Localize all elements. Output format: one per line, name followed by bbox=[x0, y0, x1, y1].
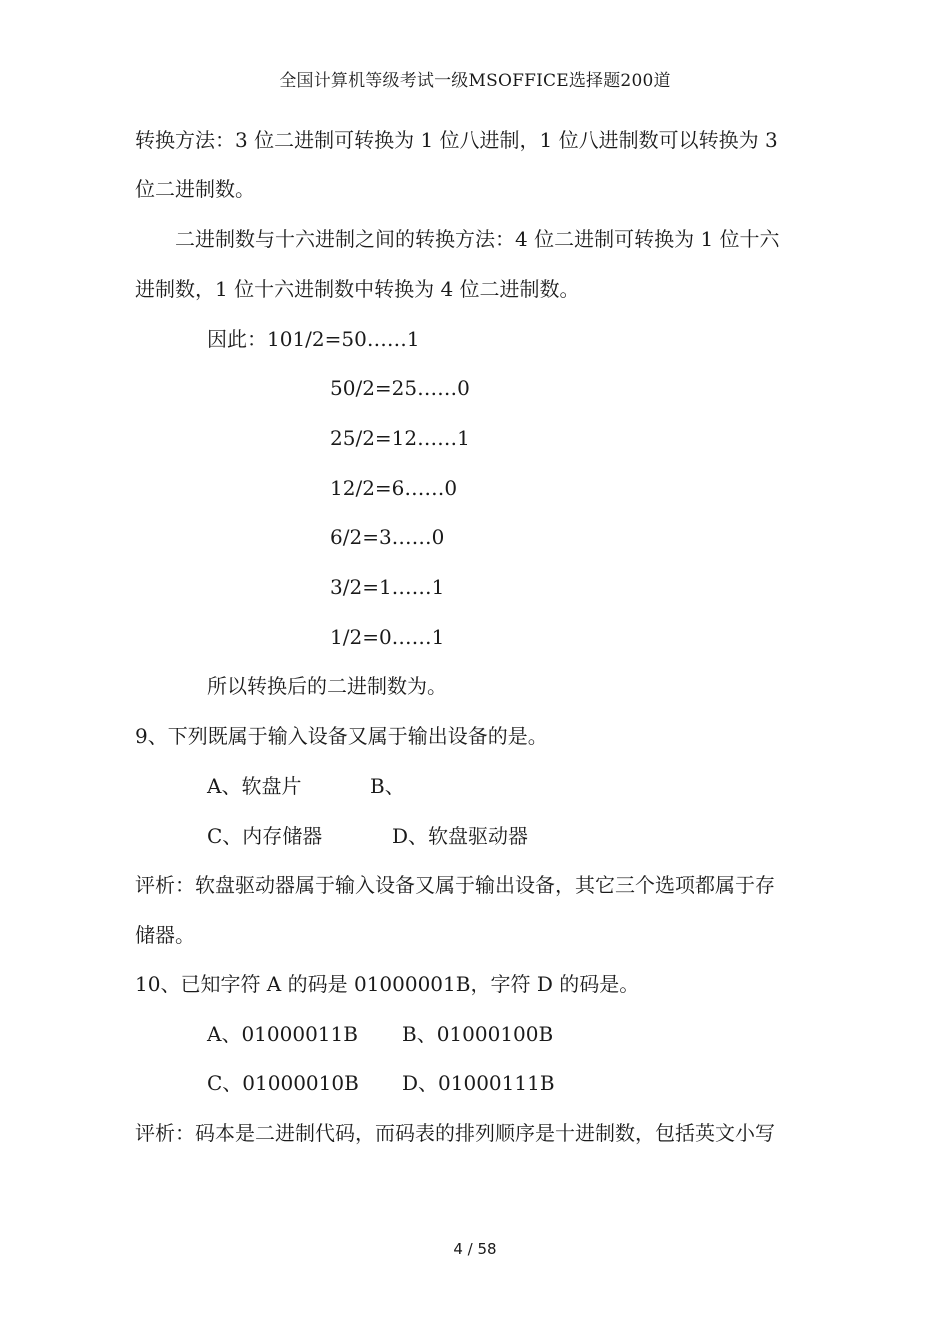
question-9-text: 9、下列既属于输入设备又属于输出设备的是。 bbox=[135, 724, 548, 748]
q9-option-c: C、内存储器 bbox=[207, 824, 323, 848]
calc-step: 1/2=0……1 bbox=[330, 625, 445, 649]
q10-analysis-line: 评析：码本是二进制代码，而码表的排列顺序是十进制数，包括英文小写 bbox=[135, 1121, 775, 1145]
body-text-line: 进制数，1 位十六进制数中转换为 4 位二进制数。 bbox=[135, 277, 580, 301]
q9-analysis-line: 评析：软盘驱动器属于输入设备又属于输出设备，其它三个选项都属于存 bbox=[135, 873, 775, 897]
page-number: 4 / 58 bbox=[453, 1240, 497, 1258]
calc-step: 12/2=6……0 bbox=[330, 476, 458, 500]
q9-option-d: D、软盘驱动器 bbox=[392, 824, 529, 848]
calc-step: 6/2=3……0 bbox=[330, 525, 445, 549]
page-header-title: 全国计算机等级考试一级MSOFFICE选择题200道 bbox=[279, 71, 671, 91]
q9-analysis-line: 储器。 bbox=[135, 923, 195, 947]
question-10-text: 10、已知字符 A 的码是 01000001B，字符 D 的码是。 bbox=[135, 972, 640, 996]
q9-option-a: A、软盘片 bbox=[207, 774, 302, 798]
q10-option-c: C、01000010B bbox=[207, 1071, 359, 1095]
q10-option-b: B、01000100B bbox=[402, 1022, 554, 1046]
calc-step: 因此：101/2=50……1 bbox=[207, 327, 420, 351]
calc-step: 25/2=12……1 bbox=[330, 426, 470, 450]
calc-step: 50/2=25……0 bbox=[330, 376, 470, 400]
conclusion-text: 所以转换后的二进制数为。 bbox=[207, 674, 447, 698]
q10-option-a: A、01000011B bbox=[207, 1022, 358, 1046]
body-text-line: 转换方法：3 位二进制可转换为 1 位八进制，1 位八进制数可以转换为 3 bbox=[135, 128, 778, 152]
calc-step: 3/2=1……1 bbox=[330, 575, 445, 599]
q10-option-d: D、01000111B bbox=[402, 1071, 555, 1095]
body-text-line: 位二进制数。 bbox=[135, 177, 255, 201]
q9-option-b: B、 bbox=[370, 774, 405, 798]
body-text-line: 二进制数与十六进制之间的转换方法：4 位二进制可转换为 1 位十六 bbox=[175, 227, 780, 251]
